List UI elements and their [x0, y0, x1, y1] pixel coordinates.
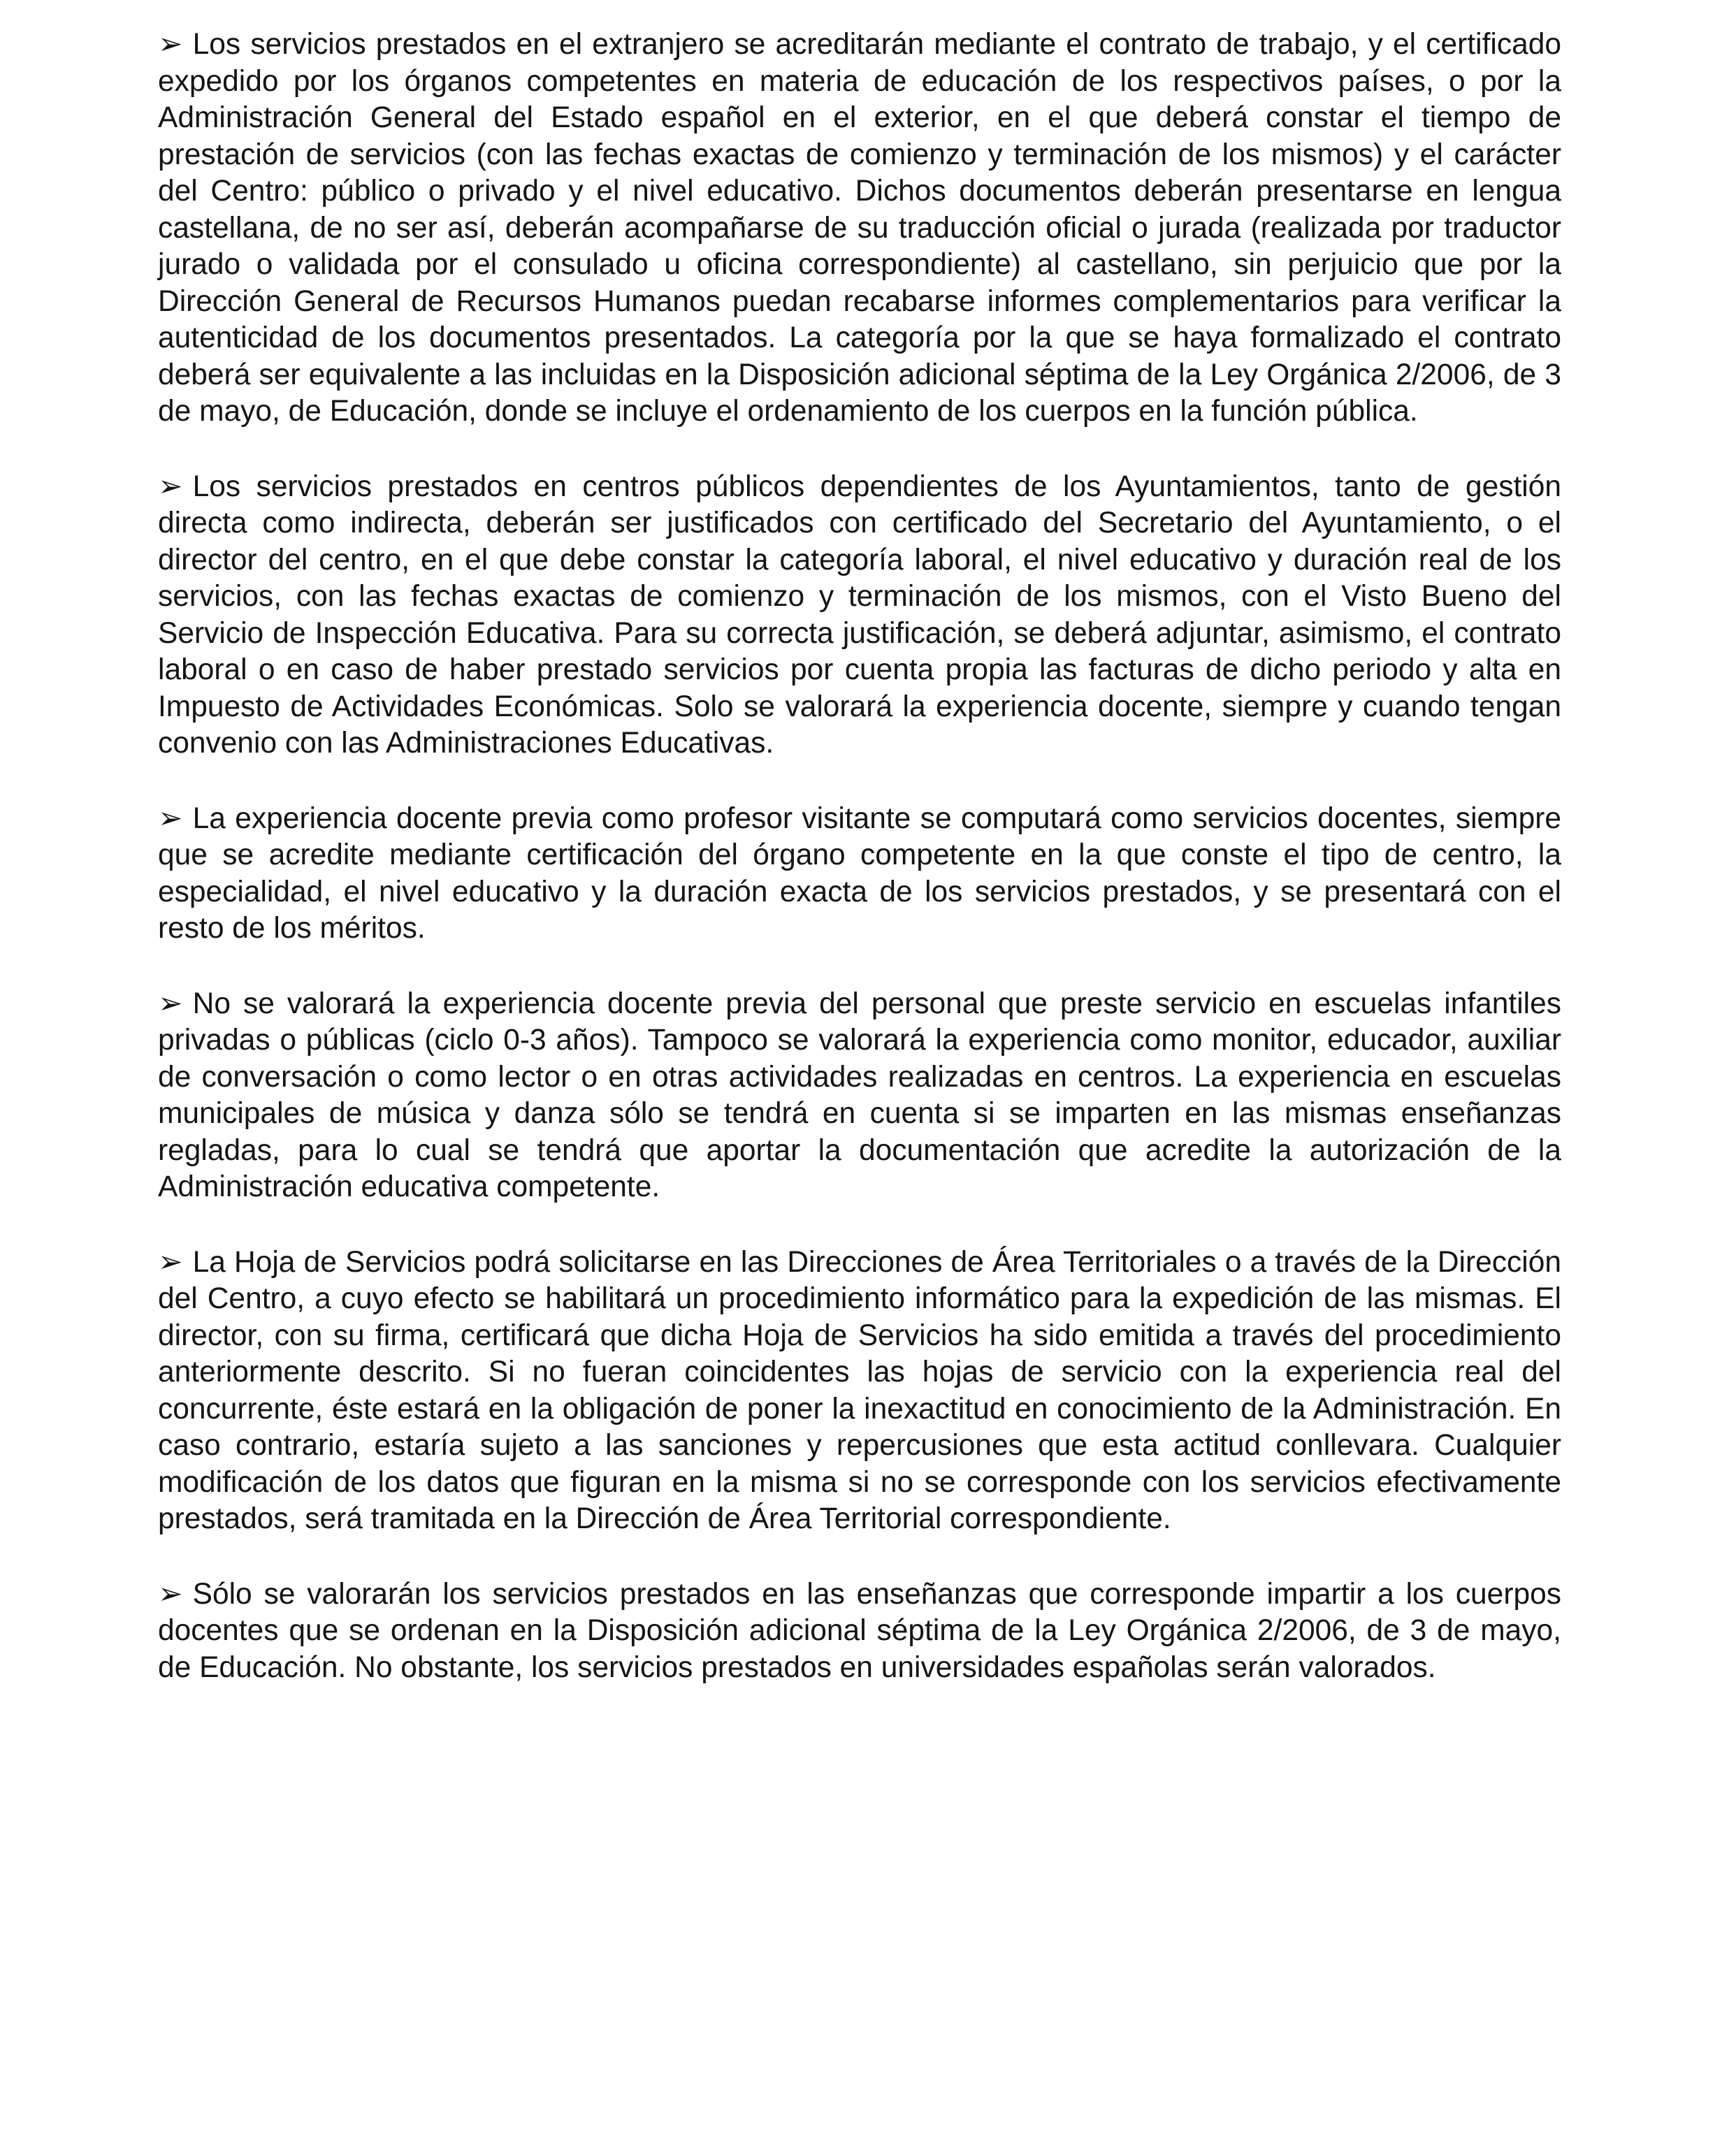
paragraph-text: Los servicios prestados en el extranjero se acreditarán mediante el contrato de trabajo, y el certificado expedido por los órganos competentes en materia de educación de los respectivos países, o por la Administración General del Estado español en el exterior, en el que deberá constar el tiempo de prestación de servicios (con las fechas exactas de comienzo y terminación de los mismos) y el carácter del Centro: público o privado y el nivel educativo. Dichos documentos deberán presentarse en lengua castellana, de no ser así, deberán acompañarse de su traducción oficial o jurada (realizada por traductor jurado o validada por el consulado u oficina correspondiente) al castellano, sin perjuicio que por la Dirección General de Recursos Humanos puedan recabarse informes complementarios para verificar la autenticidad de los documentos presentados. La categoría por la que se haya formalizado el contrato deberá ser equivalente a las incluidas en la Disposición adicional séptima de la Ley Orgánica 2/2006, de 3 de mayo, de Educación, donde se incluye el ordenamiento de los cuerpos en la función pública.: [158, 28, 1561, 428]
arrow-bullet-icon: ➢: [158, 1245, 183, 1279]
paragraph-visiting-teacher: [158, 801, 1561, 948]
document-page: [158, 27, 1561, 1725]
arrow-bullet-icon: ➢: [158, 470, 183, 503]
paragraph-excluded-experience: [158, 986, 1561, 1206]
paragraph-text: Los servicios prestados en centros públicos dependientes de los Ayuntamientos, tanto de gestión directa como indirecta, deberán ser justificados con certificado del Secretario del Ayuntamiento, o el director del centro, en el que debe constar la categoría laboral, el nivel educativo y duración real de los servicios, con las fechas exactas de comienzo y terminación de los mismos, con el Visto Bueno del Servicio de Inspección Educativa. Para su correcta justificación, se deberá adjuntar, asimismo, el contrato laboral o en caso de haber prestado servicios por cuenta propia las facturas de dicho periodo y alta en Impuesto de Actividades Económicas. Solo se valorará la experiencia docente, siempre y cuando tengan convenio con las Administraciones Educativas.: [158, 470, 1561, 760]
paragraph-municipal-centers: [158, 469, 1561, 762]
paragraph-text: Sólo se valorarán los servicios prestados en las enseñanzas que corresponde impartir a los cuerpos docentes que se ordenan en la Disposición adicional séptima de la Ley Orgánica 2/2006, de 3 de mayo, de Educación. No obstante, los servicios prestados en universidades españolas serán valorados.: [158, 1577, 1561, 1684]
paragraph-valued-services: [158, 1576, 1561, 1687]
paragraph-service-record: [158, 1245, 1561, 1538]
paragraph-text: No se valorará la experiencia docente previa del personal que preste servicio en escuelas infantiles privadas o públicas (ciclo 0-3 años). Tampoco se valorará la experiencia como monitor, educador, auxiliar de conversación o como lector o en otras actividades realizadas en centros. La experiencia en escuelas municipales de música y danza sólo se tendrá en cuenta si se imparten en las mismas enseñanzas regladas, para lo cual se tendrá que aportar la documentación que acredite la autorización de la Administración educativa competente.: [158, 987, 1561, 1203]
paragraph-text: La Hoja de Servicios podrá solicitarse en las Direcciones de Área Territoriales o a través de la Dirección del Centro, a cuyo efecto se habilitará un procedimiento informático para la expedición de las mismas. El director, con su firma, certificará que dicha Hoja de Servicios ha sido emitida a través del procedimiento anteriormente descrito. Si no fueran coincidentes las hojas de servicio con la experiencia real del concurrente, éste estará en la obligación de poner la inexactitud en conocimiento de la Administración. En caso contrario, estaría sujeto a las sanciones y repercusiones que esta actitud conllevara. Cualquier modificación de los datos que figuran en la misma si no se corresponde con los servicios efectivamente prestados, será tramitada en la Dirección de Área Territorial correspondiente.: [158, 1245, 1561, 1535]
paragraph-foreign-services: [158, 27, 1561, 430]
arrow-bullet-icon: ➢: [158, 1577, 183, 1611]
arrow-bullet-icon: ➢: [158, 801, 183, 835]
paragraph-text: La experiencia docente previa como profesor visitante se computará como servicios docentes, siempre que se acredite mediante certificación del órgano competente en la que conste el tipo de centro, la especialidad, el nivel educativo y la duración exacta de los servicios prestados, y se presentará con el resto de los méritos.: [158, 801, 1561, 945]
arrow-bullet-icon: ➢: [158, 28, 183, 61]
arrow-bullet-icon: ➢: [158, 987, 183, 1020]
